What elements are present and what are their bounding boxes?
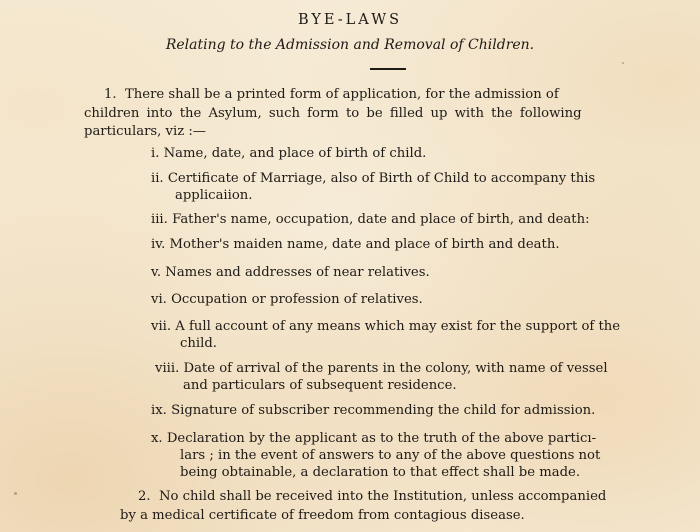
item-text-continued: child. [180,336,217,351]
item-text: Father's name, occupation, date and place of birth, and death: [172,212,590,227]
paragraph-2-line-2-wrap [120,506,525,525]
paragraph-1-line-1: There shall be a printed form of application, for the admission of [124,87,559,102]
item-number: iii. [151,212,168,227]
document-subtitle: Relating to the Admission and Removal of Children. [165,37,535,53]
item-text: Name, date, and place of birth of child. [163,146,427,161]
item-text-continued: and particulars of subsequent residence. [183,378,457,393]
item-number: x. [151,431,163,446]
paragraph-2 [138,487,606,506]
list-item [151,170,595,204]
title-divider [370,68,406,70]
item-number: v. [151,265,162,280]
paragraph-1-number: 1. [104,87,117,102]
document-title: BYE-LAWS [297,12,403,28]
item-number: vi. [151,292,167,307]
item-text: Declaration by the applicant as to the truth of the above particı- [166,431,597,446]
paragraph-2-line-1: No child shall be received into the Institution, unless accompanied [158,489,607,504]
list-item [155,360,608,394]
list-item [151,211,590,228]
paper-blemish [622,62,624,64]
item-number: ii. [151,171,164,186]
item-text-continued: lars ; in the event of answers to any of the above questions not [180,448,601,463]
item-text-continued: applicaiion. [175,188,253,203]
list-item [151,145,426,162]
list-item [151,291,423,308]
paper-blemish [14,492,17,495]
paragraph-1-line-3-wrap [84,122,206,141]
item-text: Date of arrival of the parents in the colony, with name of vessel [183,361,608,376]
item-number: vii. [151,319,172,334]
paragraph-2-number: 2. [138,489,151,504]
item-number: iv. [151,237,166,252]
paragraph-2-line-2: by a medical certificate of freedom from contagious disease. [120,508,525,523]
item-text: Mother's maiden name, date and place of birth and death. [169,237,560,252]
list-item [151,430,600,481]
list-item [151,318,620,352]
paragraph-1-line-2: children into the Asylum, such form to be filled up with the following [84,106,582,121]
item-text: Names and addresses of near relatives. [165,265,430,280]
item-text: A full account of any means which may exist for the support of the [175,319,621,334]
item-text: Signature of subscriber recommending the child for admission. [171,403,596,418]
item-number: viii. [155,361,180,376]
item-text: Certificate of Marriage, also of Birth of Child to accompany this [167,171,596,186]
item-number: ix. [151,403,167,418]
list-item [151,264,430,281]
paragraph-1 [104,85,644,104]
paragraph-1-line-3: particulars, viz :— [84,124,206,139]
item-text-continued: being obtainable, a declaration to that effect shall be made. [180,465,581,480]
paragraph-1-line-2-wrap [84,104,582,123]
item-number: i. [151,146,160,161]
item-text: Occupation or profession of relatives. [171,292,423,307]
list-item [151,402,595,419]
list-item [151,236,560,253]
